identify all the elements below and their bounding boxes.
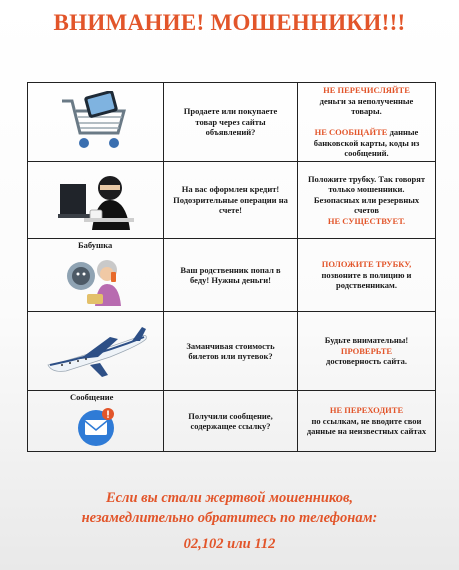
footer-contact <box>0 488 459 554</box>
advice-warning: НЕ ПЕРЕЧИСЛЯЙТЕ <box>323 85 410 96</box>
image-cell <box>28 391 164 452</box>
hacker-laptop-icon <box>54 170 138 230</box>
image-cell <box>28 83 164 162</box>
grandma-phone-icon <box>61 254 131 306</box>
advice-cell <box>298 239 436 312</box>
situation-text: Продаете или покупаете товар через сайты объявлений? <box>183 106 278 138</box>
situation-text: Заманчивая стоимость билетов или путевок? <box>186 340 275 361</box>
mail-notification-icon <box>74 404 118 448</box>
advice-warning: ПОЛОЖИТЕ ТРУБКУ, <box>321 259 412 270</box>
advice-warning: НЕ ПЕРЕХОДИТЕ <box>329 405 404 416</box>
image-cell <box>28 239 164 312</box>
advice-text: данные банковской карты, коды из сообщений. <box>313 127 420 159</box>
airplane-icon <box>40 323 152 379</box>
situation-cell <box>164 239 298 312</box>
situation-text: На вас оформлен кредит! Подозрительные операции на счете! <box>173 184 288 216</box>
image-cell <box>28 312 164 391</box>
situation-cell <box>164 162 298 239</box>
advice-cell <box>298 83 436 162</box>
situation-text: Ваш родственник попал в беду! Нужны деньги! <box>180 264 281 285</box>
image-label: Бабушка <box>78 240 113 250</box>
page-title: ВНИМАНИЕ! МОШЕННИКИ!!! <box>53 10 406 35</box>
advice-warning: НЕ СУЩЕСТВУЕТ. <box>327 215 406 226</box>
image-cell <box>28 162 164 239</box>
table-row <box>28 391 436 452</box>
advice-text: деньги за неполученные товары. <box>319 95 414 117</box>
advice-cell <box>298 391 436 452</box>
advice-cell <box>298 312 436 391</box>
table-row <box>28 162 436 239</box>
situation-cell <box>164 391 298 452</box>
advice-text: позвоните в полицию и родственникам. <box>321 269 412 291</box>
advice-text: Положите трубку. Так говорят только мошенники. Безопасных или резервных счетов <box>307 173 426 216</box>
table-row <box>28 312 436 391</box>
situation-cell <box>164 83 298 162</box>
advice-text: по ссылкам, не вводите свои данные на неизвестных сайтах <box>306 415 427 437</box>
situation-text: Получили сообщение, содержащее ссылку? <box>188 410 273 431</box>
situation-cell <box>164 312 298 391</box>
advice-text: достоверность сайта. <box>326 356 407 367</box>
advice-warning: ПРОВЕРЬТЕ <box>340 345 393 356</box>
table-row <box>28 239 436 312</box>
footer-line: Если вы стали жертвой мошенников, <box>105 490 354 506</box>
table-row <box>28 83 436 162</box>
advice-cell <box>298 162 436 239</box>
advice-table <box>27 82 436 452</box>
advice-warning: НЕ СООБЩАЙТЕ <box>314 127 388 138</box>
footer-line: незамедлительно обратитесь по телефонам: <box>81 510 378 526</box>
emergency-phones: 02,102 или 112 <box>183 536 276 552</box>
advice-text: Будьте внимательны! <box>324 335 409 346</box>
shopping-cart-phone-icon <box>56 91 136 153</box>
image-label: Сообщение <box>70 392 114 402</box>
